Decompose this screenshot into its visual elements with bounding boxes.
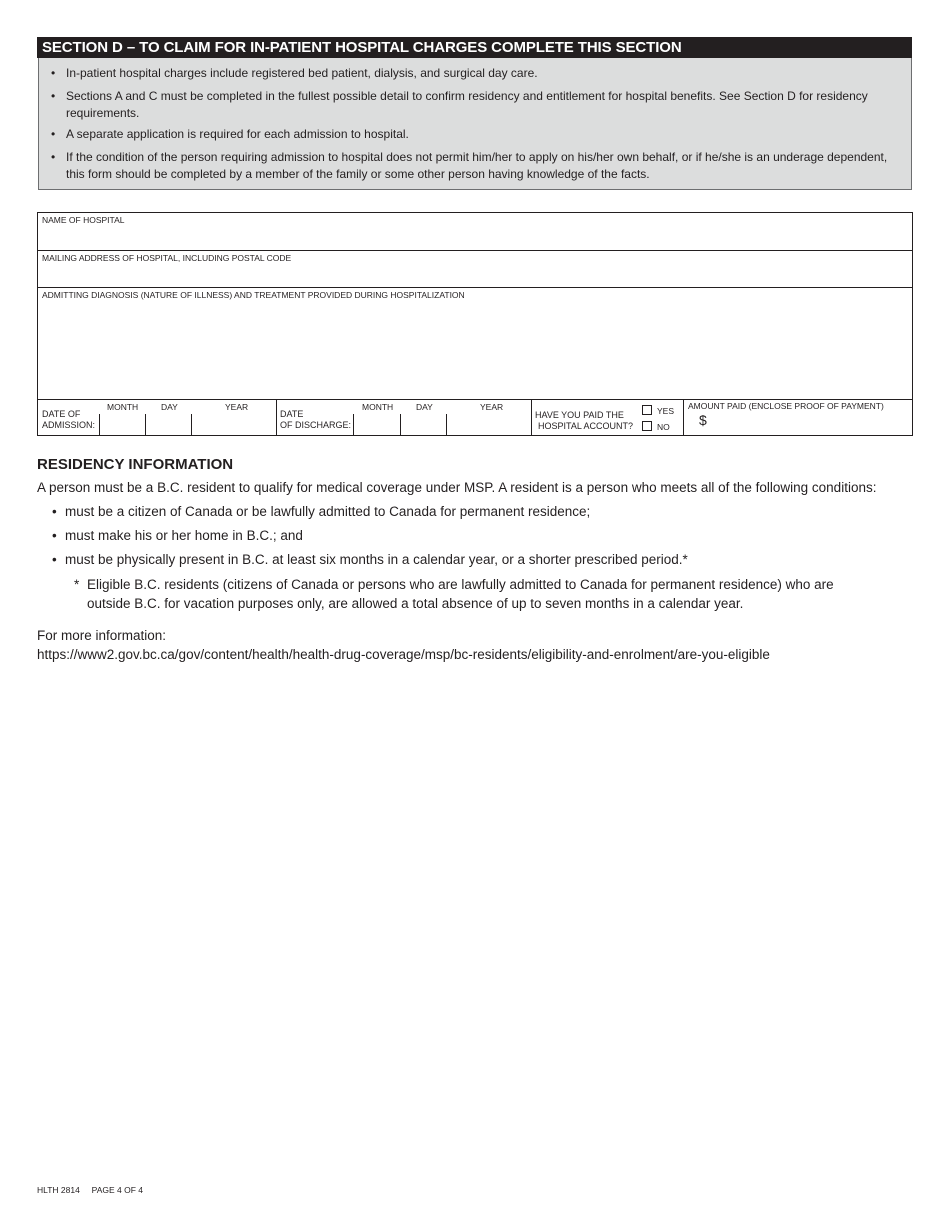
admission-date-label-line1: DATE OF — [42, 409, 81, 419]
section-d-bullet: • If the condition of the person requiring admission to hospital does not permit him/her to apply on his/her own behalf, or if he/she is an underage dependent, this form should be completed by a member of the family or some other person having knowledge of the facts. — [51, 150, 888, 181]
residency-condition: • must be physically present in B.C. at least six months in a calendar year, or a shorter prescribed period.* — [52, 552, 688, 567]
footnote-marker: * — [74, 577, 80, 592]
discharge-day-label: DAY — [416, 402, 433, 412]
page-number: PAGE 4 OF 4 — [91, 1185, 143, 1195]
diagnosis-label: ADMITTING DIAGNOSIS (NATURE OF ILLNESS) AND TREATMENT PROVIDED DURING HOSPITALIZATION — [42, 290, 465, 300]
admission-year-input[interactable] — [192, 414, 276, 436]
hospital-name-field[interactable] — [38, 213, 912, 250]
more-info-label: For more information: — [37, 628, 167, 643]
field-divider — [531, 399, 532, 436]
hospital-name-label: NAME OF HOSPITAL — [42, 215, 125, 225]
mailing-address-label: MAILING ADDRESS OF HOSPITAL, INCLUDING POSTAL CODE — [42, 253, 292, 263]
row-divider — [38, 399, 912, 400]
paid-yes-checkbox[interactable] — [642, 405, 652, 415]
section-d-info-box — [38, 58, 912, 190]
paid-question-line1: HAVE YOU PAID THE — [535, 410, 624, 420]
paid-yes-label: YES — [657, 406, 675, 416]
paid-no-checkbox[interactable] — [642, 421, 652, 431]
amount-paid-label: AMOUNT PAID (ENCLOSE PROOF OF PAYMENT) — [688, 401, 884, 411]
admission-year-label: YEAR — [225, 402, 249, 412]
form-id: HLTH 2814 — [37, 1185, 80, 1195]
section-d-bullet: • A separate application is required for each admission to hospital. — [51, 127, 409, 141]
diagnosis-field[interactable] — [38, 288, 912, 399]
discharge-year-input[interactable] — [447, 414, 531, 436]
mailing-address-field[interactable] — [38, 251, 912, 287]
field-divider — [276, 399, 277, 436]
admission-day-input[interactable] — [146, 414, 191, 436]
more-info-link[interactable]: https://www2.gov.bc.ca/gov/content/health/health-drug-coverage/msp/bc-residents/eligibility-and-enrolment/are-you-eligible — [37, 647, 770, 662]
section-d-bullet: • In-patient hospital charges include registered bed patient, dialysis, and surgical day care. — [51, 66, 538, 80]
discharge-month-label: MONTH — [362, 402, 394, 412]
residency-condition: • must make his or her home in B.C.; and — [52, 528, 303, 543]
section-d-title: SECTION D – TO CLAIM FOR IN-PATIENT HOSPITAL CHARGES COMPLETE THIS SECTION — [37, 37, 912, 58]
residency-title: RESIDENCY INFORMATION — [37, 456, 234, 473]
paid-no-label: NO — [657, 422, 670, 432]
amount-paid-input[interactable] — [684, 412, 912, 436]
discharge-month-input[interactable] — [354, 414, 400, 436]
residency-intro: A person must be a B.C. resident to qualify for medical coverage under MSP. A resident is a person who meets all of the following conditions: — [37, 480, 877, 495]
admission-date-label-line2: ADMISSION: — [42, 420, 96, 430]
paid-question-line2: HOSPITAL ACCOUNT? — [538, 421, 634, 431]
residency-condition: • must be a citizen of Canada or be lawfully admitted to Canada for permanent residence; — [52, 504, 591, 519]
residency-footnote: * Eligible B.C. residents (citizens of Canada or persons who are lawfully admitted to Canada for permanent residence) who are outside B.C. for vacation purposes only, are allowed a total absence of up to seven months in a calendar year. — [74, 577, 834, 611]
section-d-bullet: • Sections A and C must be completed in the fullest possible detail to confirm residency and entitlement for hospital benefits. See Section D for residency requirements. — [51, 89, 868, 120]
discharge-date-label-line2: OF DISCHARGE: — [280, 420, 352, 430]
admission-month-label: MONTH — [107, 402, 139, 412]
hospital-claim-form — [37, 212, 913, 436]
admission-day-label: DAY — [161, 402, 178, 412]
discharge-day-input[interactable] — [401, 414, 446, 436]
discharge-year-label: YEAR — [480, 402, 504, 412]
page-footer — [37, 1185, 143, 1195]
dollar-sign: $ — [699, 412, 707, 428]
admission-month-input[interactable] — [100, 414, 145, 436]
discharge-date-label-line1: DATE — [280, 409, 304, 419]
